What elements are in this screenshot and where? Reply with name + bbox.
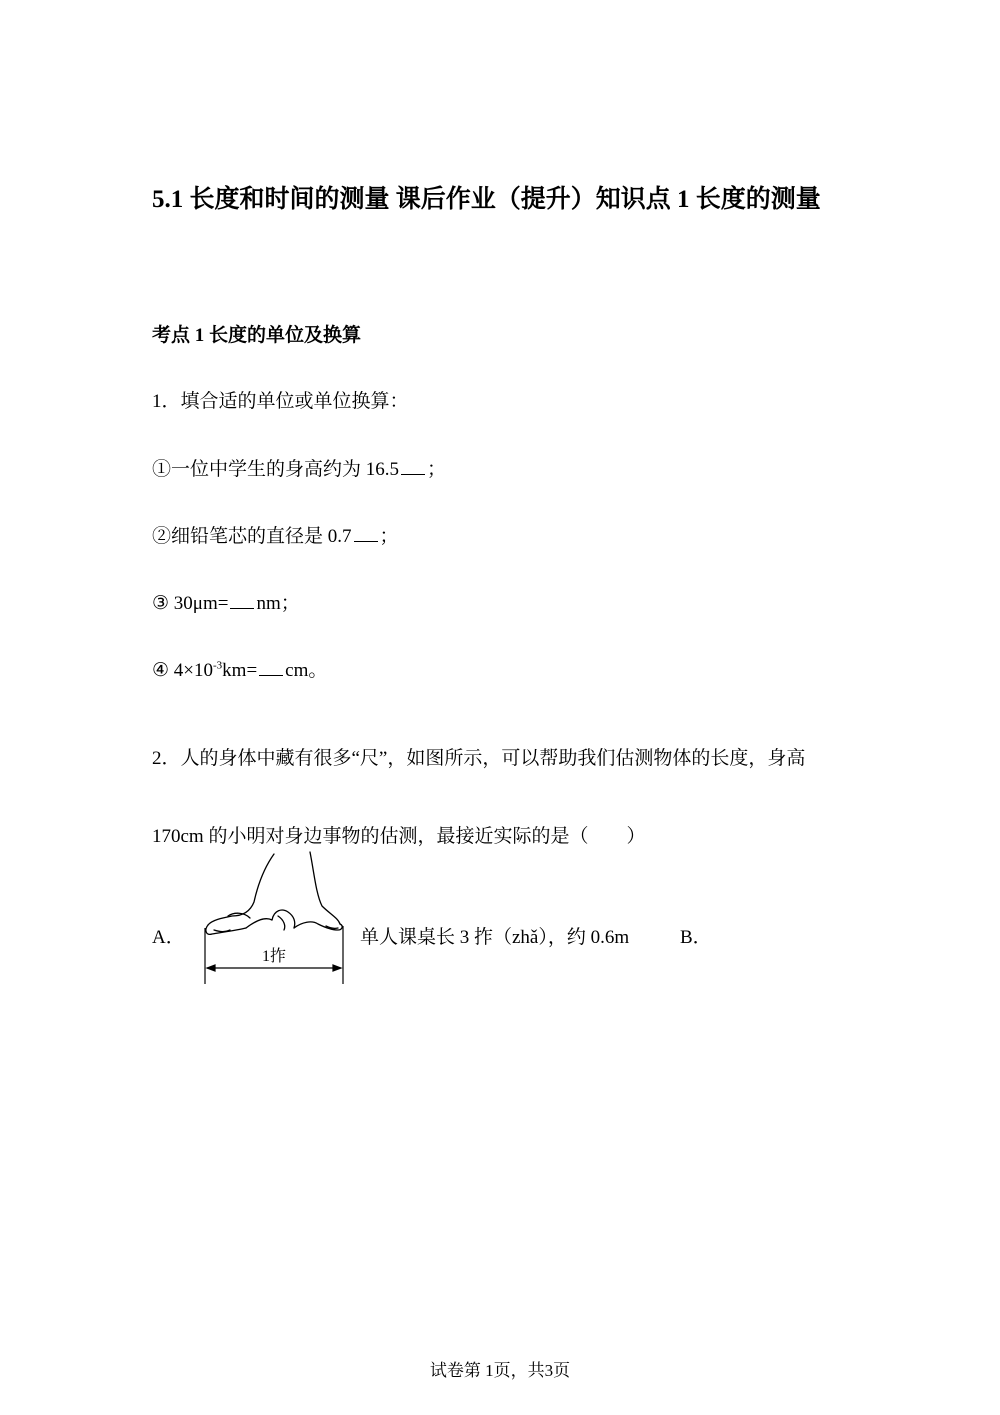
question-1-item-3	[152, 588, 300, 615]
section-heading: 考点 1 长度的单位及换算	[152, 325, 362, 346]
arrow-left	[207, 965, 215, 971]
hand-outline-right	[310, 852, 340, 924]
option-a-label[interactable]: A．	[152, 927, 185, 948]
exponent: -3	[213, 659, 223, 672]
question-1-item-4	[152, 655, 327, 682]
item-middle: km=	[222, 660, 258, 681]
answer-blank[interactable]	[259, 674, 283, 676]
item-text: ④ 4×10	[152, 660, 213, 681]
item-suffix: nm；	[256, 593, 300, 614]
item-text: ①一位中学生的身高约为 16.5	[152, 459, 400, 480]
hand-span-figure	[198, 850, 353, 988]
item-suffix: cm。	[285, 660, 328, 681]
item-text: ③ 30μm=	[152, 593, 229, 614]
answer-blank[interactable]	[354, 540, 378, 542]
option-a-text: 单人课桌长 3 拃（zhǎ），约 0.6m	[360, 927, 630, 948]
option-b-label[interactable]: B．	[680, 927, 712, 948]
finger-crease	[278, 916, 285, 930]
item-text: ②细铅笔芯的直径是 0.7	[152, 526, 352, 547]
item-suffix: ；	[427, 459, 447, 480]
question-1-item-2	[152, 521, 399, 548]
palm-crease	[246, 919, 272, 928]
page-footer: 试卷第 1页，共3页	[429, 1361, 571, 1380]
span-label: 1拃	[261, 948, 287, 965]
item-suffix: ；	[379, 526, 399, 547]
question-1-stem: 1．填合适的单位或单位换算：	[152, 391, 409, 412]
thumb	[206, 925, 246, 934]
document-title: 5.1 长度和时间的测量 课后作业（提升）知识点 1 长度的测量	[152, 186, 821, 213]
hand-outline-left	[208, 854, 274, 925]
answer-blank[interactable]	[401, 473, 425, 475]
question-2-stem: 2．人的身体中藏有很多“尺”，如图所示，可以帮助我们估测物体的长度，身高 170cm 的小明对身边事物的估测，最接近实际的是（ ）	[152, 748, 806, 847]
question-1-item-1	[152, 454, 446, 481]
middle-finger	[272, 910, 295, 928]
arrow-right	[333, 965, 341, 971]
answer-blank[interactable]	[230, 607, 254, 609]
nail-thumb	[214, 930, 230, 932]
